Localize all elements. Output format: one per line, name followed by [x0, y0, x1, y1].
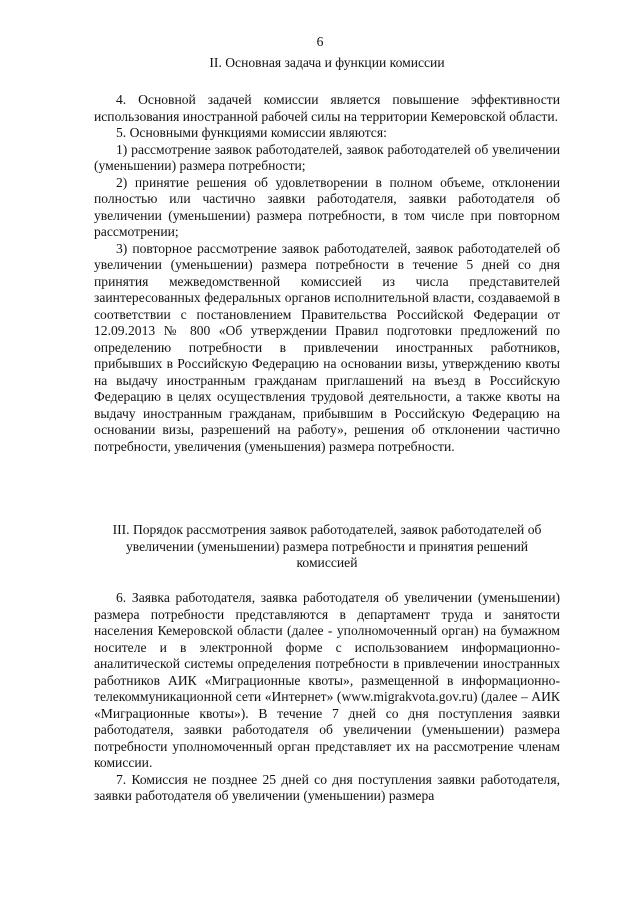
paragraph-4: 4. Основной задачей комиссии является повышение эффективности использования иностранной рабочей силы на территории Кемеровской области. — [94, 92, 560, 124]
page-number: 6 — [316, 34, 324, 49]
paragraph-6: 6. Заявка работодателя, заявка работодателя об увеличении (уменьшении) размера потребности представляются в департамент труда и занятости населения Кемеровской области (далее - уполномоченный орган) на бумажном носителе и в электронной форме с использованием информационно-аналитической системы определения потребности в привлечении иностранных работников АИК «Миграционные квоты», размещенной в информационно-телекоммуникационной сети «Интернет» (www.migrakvota.gov.ru) (далее – АИК «Миграционные квоты»). В течение 7 дней со дня поступления заявки работодателя, заявки работодателя об увеличении (уменьшении) размера потребности уполномоченный орган представляет их на рассмотрение членам комиссии. — [94, 590, 560, 770]
section-3-heading: III. Порядок рассмотрения заявок работодателей, заявок работодателей об увеличении (уменьшении) размера потребности и принятия решений комиссией — [112, 522, 542, 570]
section-3-body — [94, 590, 560, 805]
function-item-2: 2) принятие решения об удовлетворении в полном объеме, отклонении полностью или частично заявки работодателя, заявки работодателя об увеличении (уменьшении) размера потребности, в том числе при повторном рассмотрении; — [94, 174, 560, 239]
function-item-1: 1) рассмотрение заявок работодателей, заявок работодателей об увеличении (уменьшении) размера потребности; — [94, 141, 560, 173]
paragraph-7: 7. Комиссия не позднее 25 дней со дня поступления заявки работодателя, заявки работодателя об увеличении (уменьшении) размера — [94, 771, 560, 803]
paragraph-5: 5. Основными функциями комиссии являются: — [116, 125, 387, 140]
section-2-heading: II. Основная задача и функции комиссии — [209, 55, 445, 70]
function-item-3: 3) повторное рассмотрение заявок работодателей, заявок работодателей об увеличении (уменьшении) размера потребности в течение 5 дней со дня принятия межведомственной комиссией из числа представителей заинтересованных федеральных органов исполнительной власти, создаваемой в соответствии с постановлением Правительства Российской Федерации от 12.09.2013 № 800 «Об утверждении Правил подготовки предложений по определению потребности в привлечении иностранных работников, прибывших в Российскую Федерацию на основании визы, утверждению квоты на выдачу иностранным гражданам приглашений на въезд в Российскую Федерацию в целях осуществления трудовой деятельности, а также квоты на выдачу иностранным гражданам, прибывшим в Российскую Федерацию на основании визы, разрешений на работу», решения об отклонении частично потребности, увеличения (уменьшения) размера потребности. — [94, 240, 560, 454]
section-2-body — [94, 92, 560, 455]
